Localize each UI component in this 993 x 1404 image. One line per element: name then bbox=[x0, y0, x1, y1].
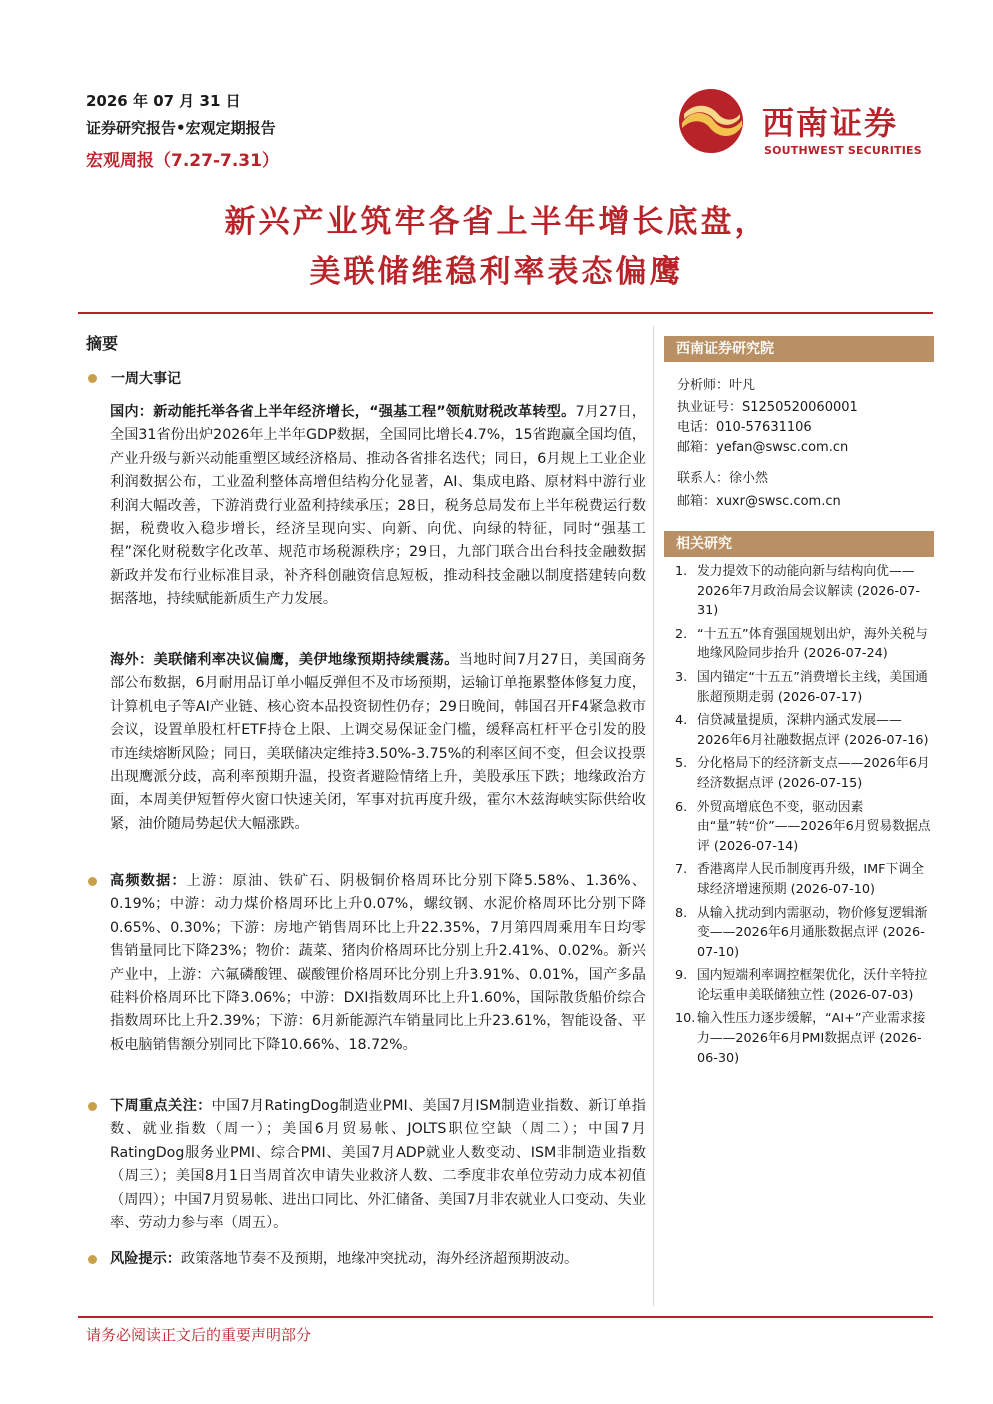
logo-english-name: SOUTHWEST SECURITIES bbox=[764, 144, 922, 157]
high-frequency-text: 上游：原油、铁矿石、阴极铜价格周环比分别下降5.58%、1.36%、0.19%；中游：动力煤价格周环比上升0.07%，螺纹钢、水泥价格周环比分别下降0.65%、0.30%；下游：房地产销售周环比上升22.35%，7月第四周乘用车日均零售销量同比下降23%；物价：蔬菜、猪肉价格周环比分别上升2.41%、0.02%。新兴产业中，上游：六氟磷酸锂、碳酸锂价格周环比分别上升3.91%、0.01%，国产多晶硅料价格周环比下降3.06%；中游：DXI指数周环比上升1.60%，国际散货船价综合指数周环比上升2.39%；下游：6月新能源汽车销量同比上升23.61%，智能设备、平板电脑销售额分别同比下降10.66%、18.72%。 bbox=[110, 873, 646, 1053]
related-research-item[interactable] bbox=[675, 754, 933, 793]
email-analyst[interactable]: 邮箱：yefan@swsc.com.cn bbox=[677, 440, 849, 455]
bottom-divider bbox=[78, 1316, 933, 1318]
related-research-item[interactable] bbox=[675, 904, 933, 963]
related-research-item[interactable] bbox=[675, 562, 933, 621]
item-title: 外贸高增底色不变，驱动因素由“量”转“价”——2026年6月贸易数据点评 (2026-07-14) bbox=[697, 799, 931, 854]
analyst-name: 分析师：叶凡 bbox=[677, 378, 756, 393]
overseas-paragraph bbox=[110, 649, 646, 836]
report-period: 宏观周报（7.27-7.31） bbox=[86, 151, 279, 171]
bullet-dot-icon bbox=[88, 1255, 97, 1264]
report-title-line-1: 新兴产业筑牢各省上半年增长底盘， bbox=[224, 204, 769, 240]
item-title: 输入性压力逐步缓解，“AI+”产业需求接力——2026年6月PMI数据点评 (2026-06-30) bbox=[697, 1011, 926, 1066]
risk-lead: 风险提示： bbox=[110, 1251, 181, 1267]
domestic-text: 7月27日，全国31省份出炉2026年上半年GDP数据，全国同比增长4.7%，15省跑赢全国均值，产业升级与新兴动能重塑区域经济格局、推动各省排名迭代；同日，6月规上工业企业利润数据公布，工业盈利整体高增但结构分化显著，AI、集成电路、原材料中游行业利润大幅改善，下游消费行业盈利持续承压；28日，税务总局发布上半年税费运行数据，税费收入稳步增长，经济呈现向实、向新、向优、向绿的特征，同时“强基工程”深化财税数字化改革、规范市场税源秩序；29日，九部门联合出台科技金融数据新政并发布行业标准目录，补齐科创融资信息短板，推动科技金融以制度搭建转向数据落地，持续赋能新质生产力发展。 bbox=[110, 404, 646, 608]
license-number: 执业证号：S1250520060001 bbox=[677, 400, 858, 415]
next-week-lead: 下周重点关注： bbox=[110, 1098, 212, 1114]
item-title: 国内短端利率调控框架优化，沃什辛特拉论坛重申美联储独立性 (2026-07-03) bbox=[697, 968, 928, 1003]
related-research-item[interactable] bbox=[675, 668, 933, 707]
institute-header: 西南证券研究院 bbox=[664, 336, 934, 362]
item-title: “十五五”体育强国规划出炉，海外关税与地缘风险同步抬升 (2026-07-24) bbox=[697, 626, 928, 662]
overseas-lead: 海外：美联储利率决议偏鹰，美伊地缘预期持续震荡。 bbox=[110, 652, 459, 668]
related-research-item[interactable] bbox=[675, 711, 933, 750]
related-research-list bbox=[675, 562, 933, 1072]
report-title-line-2: 美联储维稳利率表态偏鹰 bbox=[309, 254, 684, 290]
related-research-header: 相关研究 bbox=[664, 531, 934, 557]
item-number: 1. bbox=[675, 564, 688, 579]
related-research-item[interactable] bbox=[675, 1009, 933, 1068]
item-title: 信贷减量提质，深耕内涵式发展——2026年6月社融数据点评 (2026-07-16) bbox=[697, 713, 929, 748]
company-logo bbox=[678, 88, 928, 164]
report-type: 证券研究报告•宏观定期报告 bbox=[86, 119, 276, 137]
high-frequency-lead: 高频数据： bbox=[110, 873, 187, 889]
phone-number: 电话：010-57631106 bbox=[677, 420, 812, 435]
bullet-dot-icon bbox=[88, 374, 97, 383]
report-date: 2026 年 07 月 31 日 bbox=[86, 92, 241, 110]
related-research-item[interactable] bbox=[675, 966, 933, 1005]
item-title: 国内锚定“十五五”消费增长主线，美国通胀超预期走弱 (2026-07-17) bbox=[697, 669, 928, 705]
item-title: 香港离岸人民币制度再升级，IMF下调全球经济增速预期 (2026-07-10) bbox=[697, 862, 924, 897]
domestic-paragraph bbox=[110, 401, 646, 612]
domestic-lead: 国内：新动能托举各省上半年经济增长，“强基工程”领航财税改革转型。 bbox=[110, 404, 576, 420]
risk-paragraph bbox=[110, 1248, 646, 1271]
item-title: 发力提效下的动能向新与结构向优——2026年7月政治局会议解读 (2026-07-31) bbox=[697, 564, 921, 619]
summary-heading: 摘要 bbox=[86, 334, 119, 353]
top-divider bbox=[78, 312, 933, 314]
next-week-paragraph bbox=[110, 1095, 646, 1235]
bullet-dot-icon bbox=[88, 877, 97, 886]
related-research-item[interactable] bbox=[675, 625, 933, 664]
next-week-text: 中国7月RatingDog制造业PMI、美国7月ISM制造业指数、新订单指数、就业指数（周一）；美国6月贸易帐、JOLTS职位空缺（周二）；中国7月RatingDog服务业PMI、综合PMI、美国7月ADP就业人数变动、ISM非制造业指数（周三）；美国8月1日当周首次申请失业救济人数、二季度非农单位劳动力成本初值（周四）；中国7月贸易帐、进出口同比、外汇储备、美国7月非农就业人口变动、失业率、劳动力参与率（周五）。 bbox=[110, 1098, 646, 1232]
item-number: 10. bbox=[675, 1011, 696, 1027]
related-research-item[interactable] bbox=[675, 860, 933, 899]
item-number: 6. bbox=[675, 799, 688, 815]
column-separator bbox=[653, 326, 654, 1306]
week-events-label: 一周大事记 bbox=[111, 371, 181, 387]
bullet-dot-icon bbox=[88, 1102, 97, 1111]
email-contact[interactable]: 邮箱：xuxr@swsc.com.cn bbox=[677, 494, 841, 509]
week-events-heading bbox=[88, 368, 181, 388]
item-number: 2. bbox=[675, 626, 688, 642]
disclaimer-notice: 请务必阅读正文后的重要声明部分 bbox=[86, 1326, 312, 1344]
logo-mark-icon bbox=[678, 88, 744, 154]
related-research-item[interactable] bbox=[675, 798, 933, 857]
item-title: 从输入扰动到内需驱动，物价修复逻辑渐变——2026年6月通胀数据点评 (2026-07-10) bbox=[697, 905, 928, 960]
item-number: 9. bbox=[675, 968, 688, 984]
overseas-text: 当地时间7月27日，美国商务部公布数据，6月耐用品订单小幅反弹但不及市场预期，运输订单拖累整体修复力度，计算机电子等AI产业链、核心资本品投资韧性仍存；29日晚间，韩国召开F4紧急救市会议，设置单股杠杆ETF持仓上限、上调交易保证金门槛，缓释高杠杆平仓引发的股市连续熔断风险；同日，美联储决定维持3.50%-3.75%的利率区间不变，但会议投票出现鹰派分歧，高利率预期升温，投资者避险情绪上升，美股承压下跌；地缘政治方面，本周美伊短暂停火窗口快速关闭，军事对抗再度升级，霍尔木兹海峡实际供给收紧，油价随局势起伏大幅涨跌。 bbox=[110, 652, 646, 832]
item-number: 8. bbox=[675, 905, 688, 921]
item-number: 5. bbox=[675, 756, 688, 772]
item-title: 分化格局下的经济新支点——2026年6月经济数据点评 (2026-07-15) bbox=[697, 756, 930, 791]
item-number: 4. bbox=[675, 713, 688, 729]
high-frequency-paragraph bbox=[110, 870, 646, 1057]
risk-text: 政策落地节奏不及预期，地缘冲突扰动，海外经济超预期波动。 bbox=[180, 1251, 579, 1267]
item-number: 3. bbox=[675, 669, 688, 685]
contact-name: 联系人：徐小然 bbox=[677, 471, 769, 486]
item-number: 7. bbox=[675, 862, 688, 878]
logo-chinese-name: 西南证券 bbox=[762, 104, 899, 142]
